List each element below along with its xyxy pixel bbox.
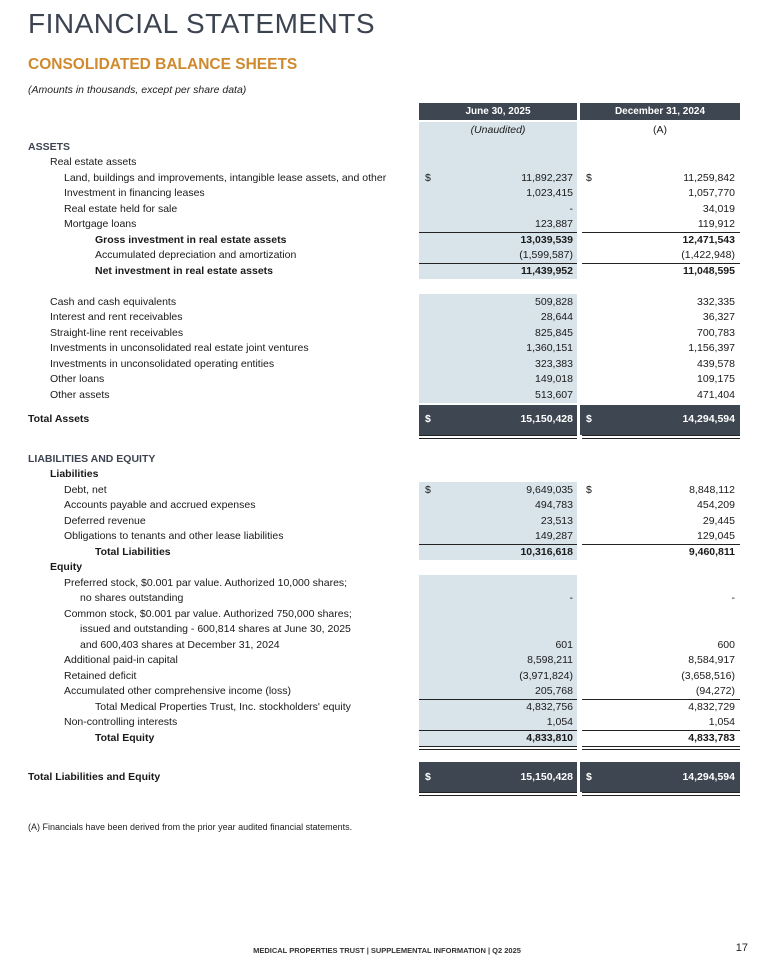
table-row — [0, 264, 774, 279]
value-current: 11,892,237 — [521, 172, 573, 184]
value-current: 123,887 — [535, 218, 573, 230]
table-row — [0, 498, 774, 513]
column-subheader-current: (Unaudited) — [419, 122, 577, 140]
total-double-rule — [419, 435, 577, 439]
value-current: 8,598,211 — [527, 654, 573, 666]
total-double-rule — [582, 792, 740, 796]
page-title: FINANCIAL STATEMENTS — [28, 8, 376, 39]
row-label: ASSETS — [28, 141, 71, 153]
row-label: Mortgage loans — [64, 218, 137, 230]
dollar-sign: $ — [586, 484, 592, 496]
row-label: Retained deficit — [64, 670, 137, 682]
column-header-prior: December 31, 2024 — [580, 103, 740, 120]
value-current: 15,150,428 — [520, 413, 573, 425]
value-prior: 9,460,811 — [688, 546, 735, 558]
row-label: Net investment in real estate assets — [95, 265, 273, 277]
value-prior: 129,045 — [697, 530, 735, 542]
row-label: Investments in unconsolidated real estate joint ventures — [50, 342, 309, 354]
table-row — [0, 669, 774, 684]
value-current: 205,768 — [535, 685, 573, 697]
table-row — [0, 295, 774, 310]
row-label: Equity — [50, 561, 83, 573]
value-current: 1,360,151 — [526, 342, 573, 354]
value-prior: 14,294,594 — [682, 413, 735, 425]
table-row — [0, 217, 774, 232]
value-current: 149,287 — [535, 530, 573, 542]
row-label: Deferred revenue — [64, 515, 146, 527]
row-label: Liabilities — [50, 468, 99, 480]
subtitle: (Amounts in thousands, except per share data) — [28, 84, 247, 96]
value-prior: 12,471,543 — [682, 234, 735, 246]
page-footer: MEDICAL PROPERTIES TRUST | SUPPLEMENTAL INFORMATION | Q2 2025 — [253, 946, 521, 955]
table-row — [0, 412, 774, 427]
value-current: 323,383 — [535, 358, 573, 370]
page-number: 17 — [735, 942, 748, 954]
table-row — [0, 233, 774, 248]
value-prior: 1,057,770 — [688, 187, 735, 199]
value-prior: 8,584,917 — [688, 654, 735, 666]
value-prior: 109,175 — [697, 373, 735, 385]
dollar-sign: $ — [425, 771, 431, 783]
value-current: 23,513 — [540, 515, 573, 527]
table-row — [0, 326, 774, 341]
value-prior: 34,019 — [702, 203, 735, 215]
table-row — [0, 372, 774, 387]
total-double-rule — [419, 746, 577, 750]
table-row — [0, 248, 774, 263]
row-label: Cash and cash equivalents — [50, 296, 177, 308]
row-label: Investments in unconsolidated operating entities — [50, 358, 275, 370]
value-prior: 11,048,595 — [683, 265, 735, 277]
table-row — [0, 341, 774, 356]
value-prior: (94,272) — [695, 685, 735, 697]
row-label: LIABILITIES AND EQUITY — [28, 453, 156, 465]
row-label: Non-controlling interests — [64, 716, 178, 728]
table-row — [0, 770, 774, 785]
value-current: 513,607 — [535, 389, 573, 401]
value-current: - — [569, 592, 573, 604]
value-current: 825,845 — [535, 327, 573, 339]
row-label: Gross investment in real estate assets — [95, 234, 287, 246]
value-current: 494,783 — [535, 499, 573, 511]
table-row — [0, 467, 774, 482]
value-prior: 1,054 — [708, 716, 735, 728]
row-label: Investment in financing leases — [64, 187, 205, 199]
table-row — [0, 155, 774, 170]
table-row — [0, 529, 774, 544]
row-label: Total Assets — [28, 413, 90, 425]
row-label: Total Liabilities — [95, 546, 171, 558]
table-row — [0, 591, 774, 606]
dollar-sign: $ — [586, 172, 592, 184]
value-current: 1,054 — [546, 716, 573, 728]
table-row — [0, 140, 774, 155]
table-row — [0, 715, 774, 730]
column-subheader-prior: (A) — [653, 124, 667, 136]
value-current: 601 — [555, 639, 573, 651]
row-label: Accumulated depreciation and amortization — [95, 249, 297, 261]
value-current: 10,316,618 — [520, 546, 573, 558]
value-current: (3,971,824) — [519, 670, 573, 682]
row-label: issued and outstanding - 600,814 shares at June 30, 2025 — [80, 623, 351, 635]
value-prior: 600 — [717, 639, 735, 651]
dollar-sign: $ — [586, 413, 592, 425]
table-row — [0, 452, 774, 467]
footnote: (A) Financials have been derived from the prior year audited financial statements. — [28, 822, 353, 832]
table-row — [0, 576, 774, 591]
dollar-sign: $ — [425, 484, 431, 496]
row-label: Total Equity — [95, 732, 155, 744]
row-label: no shares outstanding — [80, 592, 184, 604]
row-label: Straight-line rent receivables — [50, 327, 184, 339]
row-label: Real estate held for sale — [64, 203, 178, 215]
value-current: (1,599,587) — [519, 249, 573, 261]
row-label: Land, buildings and improvements, intangible lease assets, and other — [64, 172, 387, 184]
dollar-sign: $ — [425, 413, 431, 425]
row-label: Interest and rent receivables — [50, 311, 183, 323]
row-label: Additional paid-in capital — [64, 654, 178, 666]
table-row — [0, 545, 774, 560]
value-prior: 439,578 — [697, 358, 735, 370]
value-prior: 14,294,594 — [682, 771, 735, 783]
value-current: 28,644 — [540, 311, 573, 323]
row-label: Preferred stock, $0.001 par value. Authorized 10,000 shares; — [64, 577, 348, 589]
table-row — [0, 357, 774, 372]
row-label: Debt, net — [64, 484, 107, 496]
table-row — [0, 607, 774, 622]
row-label: Total Liabilities and Equity — [28, 771, 161, 783]
value-prior: 332,335 — [697, 296, 735, 308]
value-current: 13,039,539 — [520, 234, 573, 246]
value-prior: (1,422,948) — [681, 249, 735, 261]
value-current: - — [569, 203, 573, 215]
value-prior: 8,848,112 — [689, 484, 735, 496]
table-row — [0, 731, 774, 746]
value-prior: 29,445 — [702, 515, 735, 527]
table-row — [0, 186, 774, 201]
value-current: 15,150,428 — [520, 771, 573, 783]
value-current: 1,023,415 — [526, 187, 573, 199]
value-current: 4,832,756 — [526, 701, 573, 713]
table-row — [0, 700, 774, 715]
table-row — [0, 638, 774, 653]
table-row — [0, 684, 774, 699]
table-row — [0, 202, 774, 217]
table-row — [0, 483, 774, 498]
value-prior: 1,156,397 — [688, 342, 735, 354]
table-row — [0, 514, 774, 529]
row-label: Accounts payable and accrued expenses — [64, 499, 256, 511]
row-label: Accumulated other comprehensive income (loss) — [64, 685, 292, 697]
value-current: 509,828 — [535, 296, 573, 308]
total-double-rule — [582, 435, 740, 439]
value-prior: 11,259,842 — [683, 172, 735, 184]
value-prior: - — [731, 592, 735, 604]
value-current: 4,833,810 — [526, 732, 573, 744]
value-prior: 119,912 — [697, 218, 735, 230]
row-label: and 600,403 shares at December 31, 2024 — [80, 639, 280, 651]
value-current: 9,649,035 — [526, 484, 573, 496]
value-prior: 36,327 — [702, 311, 735, 323]
table-row — [0, 560, 774, 575]
table-row — [0, 622, 774, 637]
row-label: Obligations to tenants and other lease liabilities — [64, 530, 284, 542]
row-label: Common stock, $0.001 par value. Authorized 750,000 shares; — [64, 608, 352, 620]
table-row — [0, 171, 774, 186]
value-prior: 4,833,783 — [688, 732, 735, 744]
row-label: Other loans — [50, 373, 105, 385]
row-label: Total Medical Properties Trust, Inc. stockholders' equity — [95, 701, 351, 713]
value-current: 11,439,952 — [521, 265, 573, 277]
total-double-rule — [582, 746, 740, 750]
value-prior: 454,209 — [697, 499, 735, 511]
dollar-sign: $ — [586, 771, 592, 783]
table-row — [0, 310, 774, 325]
total-double-rule — [419, 792, 577, 796]
row-label: Real estate assets — [50, 156, 137, 168]
table-row — [0, 388, 774, 403]
value-prior: 4,832,729 — [688, 701, 735, 713]
dollar-sign: $ — [425, 172, 431, 184]
value-prior: (3,658,516) — [681, 670, 735, 682]
column-header-current: June 30, 2025 — [419, 103, 577, 120]
row-label: Other assets — [50, 389, 110, 401]
section-title: CONSOLIDATED BALANCE SHEETS — [28, 56, 298, 73]
table-row — [0, 653, 774, 668]
value-prior: 471,404 — [697, 389, 735, 401]
value-prior: 700,783 — [697, 327, 735, 339]
value-current: 149,018 — [535, 373, 573, 385]
